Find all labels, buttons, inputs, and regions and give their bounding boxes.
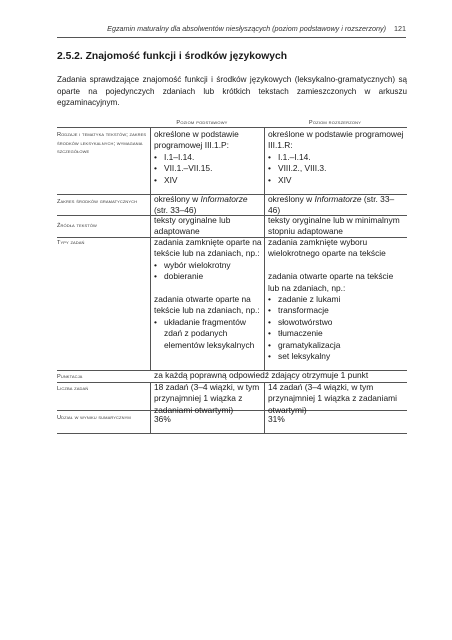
section-title: 2.5.2. Znajomość funkcji i środków językowych [57,51,288,62]
row-label-task-types: Typy zadań [57,240,85,246]
task-types-extended-open-list [268,294,406,362]
col-rule [150,382,151,433]
list-item: • XIV [268,175,406,186]
grammar-extended-pre: określony w [268,194,315,204]
list-item: • słowotwórstwo [268,317,406,328]
list-item: • wybór wielokrotny [154,260,262,271]
cell-requirements-extended [268,129,406,186]
cell-task-count-extended: 14 zadań (3–4 wiązki, w tym przynajmniej 1 wiązka z zadaniami otwartymi) [268,382,397,415]
list-item: • XIV [154,175,262,186]
row-label-sources: Źródła tekstów [57,223,97,229]
cell-grammar-basic [154,194,262,217]
cell-scoring: za każdą poprawną odpowiedź zdający otrzymuje 1 punkt [154,370,369,380]
list-item-continued: zdań z podanych [164,328,228,339]
list-item: • gramatykalizacja [268,340,406,351]
cell-sources-extended: teksty oryginalne lub w minimalnym stopniu adaptowane [268,215,400,237]
running-title: Egzamin maturalny dla absolwentów niesłyszących (poziom podstawowy i rozszerzony) [107,24,386,33]
list-item: • tłumaczenie [268,328,406,339]
cell-requirements-basic [154,129,262,186]
list-item: • I.1.–I.14. [268,152,406,163]
requirements-extended-list [268,152,406,186]
list-item: • VIII.2., VIII.3. [268,163,406,174]
list-item: • zadanie z lukami [268,294,406,305]
task-types-basic-closed: zadania zamknięte oparte na tekście lub na zdaniach, np.: [154,237,262,259]
col-rule [264,127,265,370]
table-bottom-rule [57,433,407,434]
list-item: • transformacje [268,305,406,316]
task-types-basic-open-list [154,317,262,328]
row-label-task-count: Liczba zadań [57,386,89,392]
page-number: 121 [394,24,406,33]
running-header [57,20,406,38]
list-item: • set leksykalny [268,351,406,362]
list-item: • dobieranie [154,271,262,282]
row-label-requirements: Rodzaje i tematyka tekstów; zakres środków leksykalnych; wymagania szczegółowe [57,132,147,156]
row-label-grammar: Zakres środków gramatycznych [57,199,138,205]
requirements-extended-text: określone w podstawie programowej III.1.R: [268,129,404,151]
col-header-basic: Poziom podstawowy [176,120,228,126]
table-top-rule [57,127,407,128]
row-label-share: Udział w wyniku sumarycznym [57,415,131,421]
row-label-scoring: Punktacja [57,374,83,380]
cell-share-basic: 36% [154,414,171,424]
section-intro: Zadania sprawdzające znajomość funkcji i środków językowych (leksykalno-gramatycznych) są oparte na pojedynczych zdaniach lub krótkich tekstach zamieszczonych w arkuszu egzaminacyjnym. [57,75,407,108]
task-types-extended-closed: zadania zamknięte wyboru wielokrotnego oparte na tekście [268,237,386,259]
task-types-basic-closed-list [154,260,262,283]
col-rule [264,382,265,433]
grammar-basic-pre: określony w [154,194,201,204]
cell-share-extended: 31% [268,414,285,424]
col-rule [150,127,151,370]
cell-task-count-basic: 18 zadań (3–4 wiązki, w tym przynajmniej 1 wiązka z zadaniami otwartymi) [154,382,260,415]
list-item: • VII.1.–VII.15. [154,163,262,174]
requirements-basic-text: określone w podstawie programowej III.1.P: [154,129,239,151]
grammar-basic-em: Informatorze [200,194,248,204]
requirements-basic-list [154,152,262,186]
list-item: • I.1–I.14. [154,152,262,163]
cell-task-types-extended [268,237,406,362]
col-header-extended: Poziom rozszerzony [308,120,362,126]
cell-grammar-extended [268,194,406,217]
list-item: • układanie fragmentów [154,317,262,328]
task-types-basic-open: zadania otwarte oparte na tekście lub na zdaniach, np.: [154,294,260,316]
cell-sources-basic: teksty oryginalne lub adaptowane [154,215,231,237]
grammar-basic-post: (str. 33–46) [154,205,197,216]
cell-task-types-basic [154,237,262,351]
task-types-extended-open: zadania otwarte oparte na tekście lub na zdaniach, np.: [268,271,394,293]
list-item-continued: elementów leksykalnych [164,339,255,350]
grammar-extended-post: (str. 33–46) [268,194,395,216]
grammar-extended-em: Informatorze [314,194,362,204]
